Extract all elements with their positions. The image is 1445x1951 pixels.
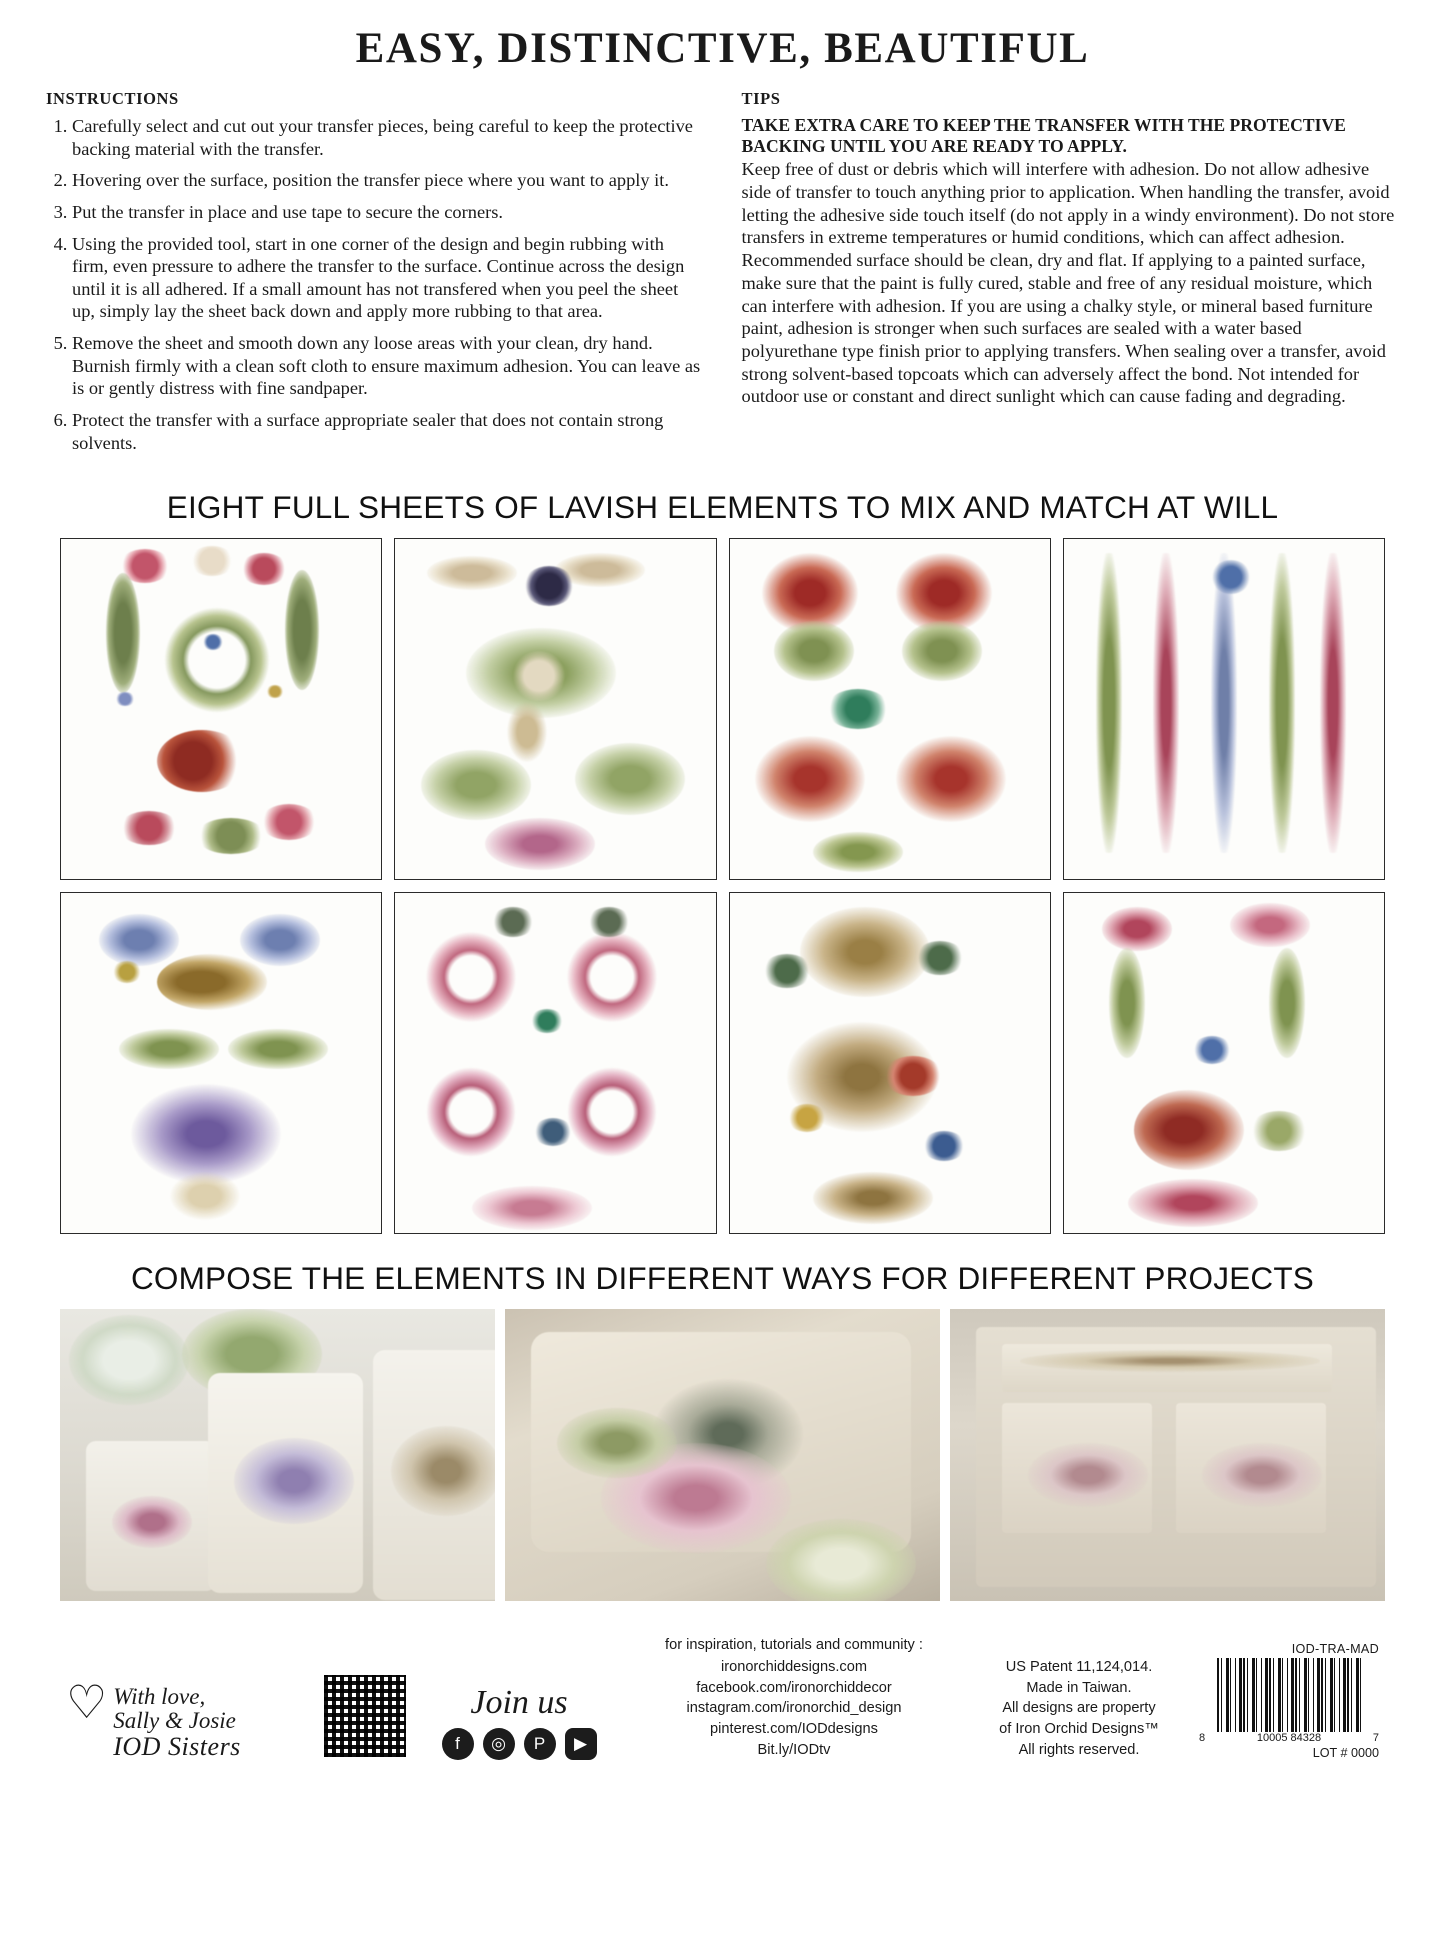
link-facebook[interactable]: facebook.com/ironorchiddecor	[696, 1679, 892, 1696]
sheet-thumbnail-2	[394, 538, 716, 880]
instructions-column	[46, 89, 704, 463]
link-instagram[interactable]: instagram.com/ironorchid_design	[686, 1700, 902, 1717]
tips-column	[742, 89, 1400, 463]
links-lead: for inspiration, tutorials and community :	[665, 1637, 923, 1654]
list-item: 5. Remove the sheet and smooth down any loose areas with your clean, dry hand. Burnish firmly with a clean soft cloth to ensure maximum adhesion. You can leave as is or gently distress with fine sandpaper.	[72, 332, 704, 400]
sheet-grid-row-2	[40, 892, 1405, 1234]
sheet-thumbnail-1	[60, 538, 382, 880]
property-text-2: of Iron Orchid Designs™	[999, 1721, 1159, 1737]
join-us-label: Join us	[470, 1684, 568, 1722]
sheet-4-vertical-vine-borders-ribbon	[1064, 539, 1384, 879]
property-text-1: All designs are property	[1002, 1700, 1156, 1717]
sheet-3-red-bouquets-hummingbird	[730, 539, 1050, 879]
product-code-block	[1199, 1642, 1379, 1760]
list-item: 4. Using the provided tool, start in one corner of the design and begin rubbing with firm, even pressure to adhere the transfer to the surface. Continue across the design until it is all adhered. If a small amount has not transfered when you peel the sheet up, simply lay the sheet back down and apply more rubbing to that area.	[72, 233, 704, 324]
instructions-heading: INSTRUCTIONS	[46, 89, 179, 108]
sheet-thumbnail-3	[729, 538, 1051, 880]
instructions-list	[46, 115, 704, 454]
instagram-icon[interactable]: ◎	[483, 1728, 515, 1760]
sheet-5-pheasant-bird-purple-bouquet	[61, 893, 381, 1233]
sheet-8-rose-garland-crane-bow	[1064, 893, 1384, 1233]
barcode	[1209, 1658, 1369, 1732]
facebook-icon[interactable]: f	[442, 1728, 474, 1760]
tips-body-text: Keep free of dust or debris which will interfere with adhesion. Do not allow adhesive side of transfer to touch anything prior to application. When handling the transfer, avoid letting the adhesive side touch itself (do not apply in a windy environment). Do not store transfers in extreme temperatures or humid conditions, which can affect adhesion. Recommended surface should be clean, dry and flat. If applying to a painted surface, make sure that the paint is fully cured, stable and free of any residual moisture, which can interfere with adhesion. If you are using a chalky style, or mineral based furniture paint, adhesion is stronger when such surfaces are sealed with a water based polyurethane type finish prior to applying transfers. When sealing over a transfer, avoid strong solvent-based topcoats which can adversely affect the bond. Not intended for outdoor use or constant and direct sunlight which can cause fading and degrading.	[741, 159, 1395, 407]
pinterest-icon[interactable]: P	[524, 1728, 556, 1760]
legal-block	[964, 1657, 1194, 1761]
text-columns	[40, 89, 1405, 463]
list-item: 1. Carefully select and cut out your transfer pieces, being careful to keep the protective backing material with the transfer.	[72, 115, 704, 160]
list-item: 6. Protect the transfer with a surface appropriate sealer that does not contain strong solvents.	[72, 409, 704, 454]
photo-white-canisters-with-floral-transfers	[60, 1309, 495, 1601]
patent-text: US Patent 11,124,014.	[1005, 1658, 1153, 1675]
link-pinterest[interactable]: pinterest.com/IODdesigns	[710, 1721, 878, 1737]
youtube-icon[interactable]: ▶	[565, 1728, 597, 1760]
made-in-text: Made in Taiwan.	[1026, 1679, 1132, 1696]
barcode-digits: 10005 84328	[1256, 1732, 1322, 1745]
sheets-section-title: EIGHT FULL SHEETS OF LAVISH ELEMENTS TO MIX AND MATCH AT WILL	[166, 489, 1279, 526]
list-item: 2. Hovering over the surface, position the transfer piece where you want to apply it.	[72, 169, 704, 192]
sheet-grid-row-1	[40, 538, 1405, 880]
sheet-thumbnail-6	[394, 892, 716, 1234]
social-icons	[414, 1728, 624, 1760]
projects-section-title: COMPOSE THE ELEMENTS IN DIFFERENT WAYS FOR DIFFERENT PROJECTS	[130, 1260, 1315, 1297]
lot-number: LOT # 0000	[1312, 1746, 1379, 1761]
sheet-thumbnail-5	[60, 892, 382, 1234]
signature-line-2: Sally & Josie	[113, 1708, 236, 1733]
signature-block	[66, 1676, 316, 1762]
sheet-thumbnail-7	[729, 892, 1051, 1234]
footer	[40, 1619, 1405, 1760]
list-item: 3. Put the transfer in place and use tape to secure the corners.	[72, 201, 704, 224]
sheet-1-floral-wreath-bow-bird-butterflies	[61, 539, 381, 879]
sheet-7-brown-branches-birds-butterflies	[730, 893, 1050, 1233]
link-youtube[interactable]: Bit.ly/IODtv	[757, 1741, 831, 1758]
join-us-block	[414, 1686, 624, 1760]
sku-label: IOD-TRA-MAD	[1291, 1642, 1379, 1657]
tips-heading: TIPS	[741, 89, 781, 108]
barcode-digit-left: 8	[1199, 1732, 1206, 1745]
photo-distressed-cabinet-with-floral-transfer	[950, 1309, 1385, 1601]
link-website[interactable]: ironorchiddesigns.com	[720, 1658, 867, 1675]
signature-line-1: With love,	[113, 1683, 206, 1709]
project-photos	[40, 1309, 1405, 1601]
tips-lead-text: TAKE EXTRA CARE TO KEEP THE TRANSFER WITH THE PROTECTIVE BACKING UNTIL YOU ARE READY TO APPLY.	[741, 115, 1346, 157]
sheet-thumbnail-8	[1063, 892, 1385, 1234]
qr-code[interactable]	[321, 1672, 409, 1760]
photo-wooden-tray-with-rose-bird-transfer	[505, 1309, 940, 1601]
barcode-digit-right: 7	[1372, 1732, 1379, 1745]
sheet-6-rose-wreaths-birds-bows	[395, 893, 715, 1233]
page-title: EASY, DISTINCTIVE, BEAUTIFUL	[355, 25, 1090, 72]
rights-text: All rights reserved.	[1018, 1741, 1140, 1758]
signature-line-3: IOD Sisters	[113, 1732, 241, 1762]
sheet-2-ribbon-bouquet-bird-sprays	[395, 539, 715, 879]
sheet-thumbnail-4	[1063, 538, 1385, 880]
community-links	[629, 1635, 959, 1760]
heart-icon: ♡	[66, 1676, 108, 1728]
product-instruction-sheet	[0, 24, 1445, 1951]
